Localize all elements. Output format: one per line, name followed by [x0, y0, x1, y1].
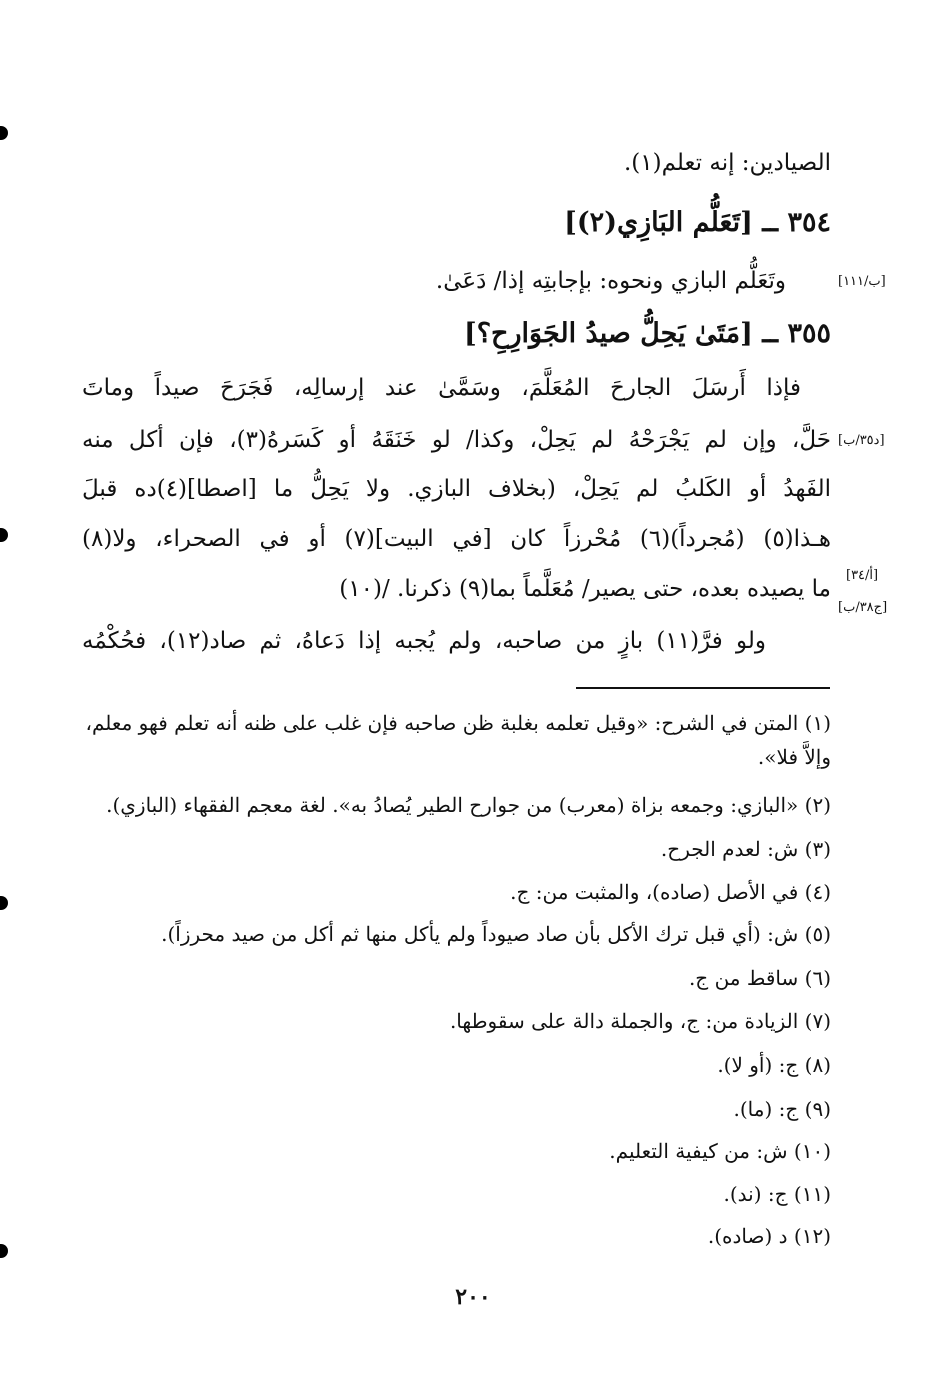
- page-number: ٢٠٠: [455, 1284, 491, 1310]
- footnote-2: (٢) «البازي: وجمعه بزاة (معرب) من جوارح الطير يُصادُ به». لغة معجم الفقهاء (البازي).: [106, 793, 831, 817]
- paragraph-line-5: ما يصيده بعده، حتى يصير/ مُعَلَّماً بما(٩) ذكرنا. /(١٠): [339, 576, 831, 602]
- footnote-9: (٩) ج: (ما).: [733, 1097, 831, 1121]
- page-edge-mark: [0, 896, 8, 910]
- body-line-354: وتَعَلُّم البازي ونحوه: بإجابتِه إذا/ دَعَىٰ.: [435, 268, 786, 294]
- footnote-12: (١٢) د (صاده).: [707, 1224, 831, 1248]
- margin-note: [ب/١١١]: [838, 274, 886, 289]
- footnote-1: (١) المتن في الشرح: «وقيل تعلمه بغلبة ظن صاحبه فإن غلب على ظنه أنه تعلم فهو معلم، وإلاَّ فلا».: [85, 711, 831, 769]
- margin-note: [د٣٥/ب]: [838, 433, 885, 448]
- section-heading-354: ٣٥٤ ــ [تَعَلُّم البَازِي(٢)]: [564, 207, 831, 238]
- paragraph-line-3: الفَهدُ أو الكَلبُ لم يَحِلْ، (بخلاف البازي. ولا يَحِلُّ ما [اصطا](٤)ده قبلَ: [82, 476, 831, 502]
- footnote-5: (٥) ش: (أي قبل ترك الأكل بأن صاد صيوداً ولم يأكل منها ثم أكل من صيد محرزاً).: [161, 922, 831, 946]
- footnote-8: (٨) ج: (أو لا).: [717, 1053, 831, 1077]
- footnote-10: (١٠) ش: من كيفية التعليم.: [609, 1139, 831, 1163]
- footnote-7: (٧) الزيادة من: ج، والجملة دالة على سقوطها.: [449, 1009, 831, 1033]
- body-line-1: الصيادين: إنه تعلم(١).: [624, 150, 831, 176]
- page-edge-mark: [0, 528, 8, 542]
- paragraph-line-1: فإذا أَرسَلَ الجارحَ المُعَلَّمَ، وسَمَّىٰ عند إرسالِه، فَجَرَحَ صيداً وماتَ: [82, 375, 801, 401]
- footnote-4: (٤) في الأصل (صاده)، والمثبت من: ج.: [510, 880, 831, 904]
- paragraph-line-2: حَلَّ، وإن لم يَجْرَحْهُ لم يَحِلْ، وكذا/ لو خَنَقَهُ أو كَسَرهُ(٣)، فإن أكل منه: [82, 427, 831, 453]
- footnote-separator: [576, 687, 830, 689]
- paragraph-line-6: ولو فرَّ(١١) بازٍ من صاحبه، ولم يُجبه إذا دَعاهُ، ثم صاد(١٢)، فحُكْمُه: [82, 628, 766, 654]
- margin-note: [أ/٣٤]: [846, 568, 879, 583]
- footnote-3: (٣) ش: لعدم الجرح.: [660, 837, 831, 861]
- paragraph-line-4: هـذا(٥) (مُجرداً)(٦) مُحْرزاً كان [في البيت](٧) أو في الصحراء، ولا(٨): [82, 526, 831, 552]
- page-edge-mark: [0, 126, 8, 140]
- section-heading-355: ٣٥٥ ــ [مَتَىٰ يَحِلُّ صيدُ الجَوَارِحِ؟]: [463, 318, 831, 349]
- page-edge-mark: [0, 1244, 8, 1258]
- footnote-6: (٦) ساقط من ج.: [688, 966, 831, 990]
- margin-note: [ج٣٨/ب]: [838, 600, 888, 615]
- footnote-11: (١١) ج: (ند).: [723, 1182, 831, 1206]
